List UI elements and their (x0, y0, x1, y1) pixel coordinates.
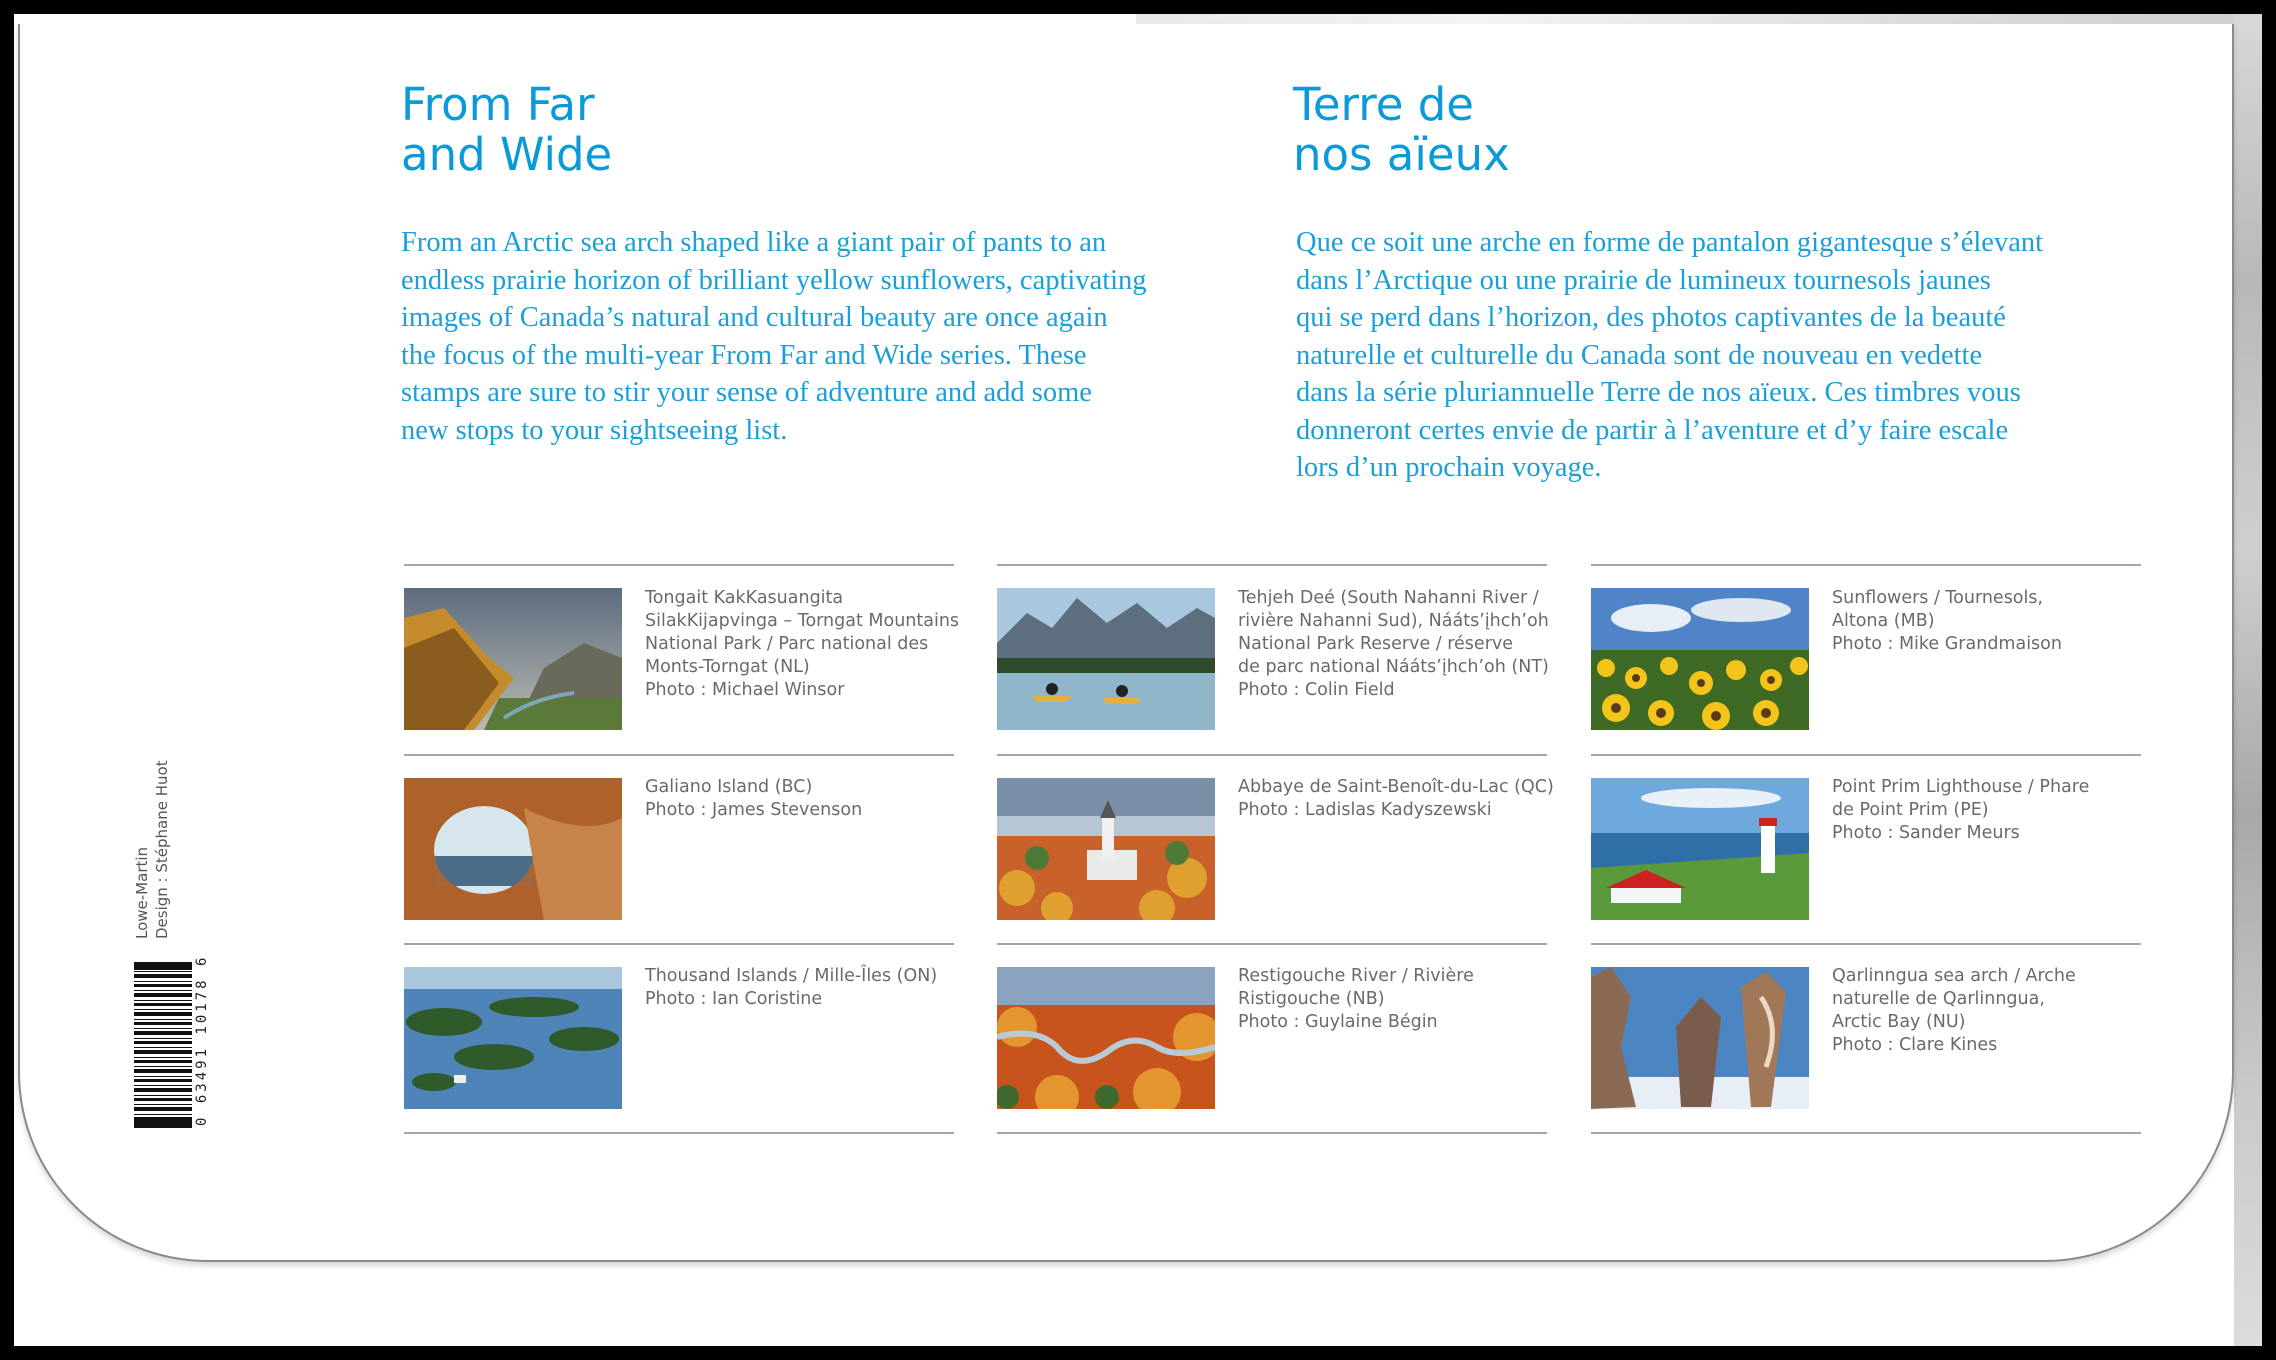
divider-line (404, 1132, 954, 1134)
stamp-caption: Tongait KakKasuangita SilakKijapvinga – Torngat Mountains National Park / Parc national des Monts-Torngat (NL) Photo : Michael Winsor (645, 588, 960, 700)
divider-line (1591, 754, 2141, 756)
divider-line (997, 564, 1547, 566)
stamp-caption: Sunflowers / Tournesols, Altona (MB) Photo : Mike Grandmaison (1832, 588, 2062, 654)
french-paragraph (1296, 224, 2043, 487)
french-line: dans l’Arctique ou une prairie de lumineux tournesols jaunes (1296, 264, 1991, 296)
stamp-caption: Point Prim Lighthouse / Phare de Point Prim (PE) Photo : Sander Meurs (1832, 777, 2090, 843)
divider-line (1591, 564, 2141, 566)
designer-credit: Design : Stéphane Huot (153, 760, 171, 939)
divider-line (1591, 1132, 2141, 1134)
english-title-line1: From Far (401, 78, 595, 131)
barcode (134, 962, 192, 1128)
stamp-photo-nahanni-river (997, 588, 1215, 730)
stamp-photo-qarlinngua-sea-arch (1591, 967, 1809, 1109)
divider-line (404, 943, 954, 945)
french-line: donneront certes envie de partir à l’aventure et d’y faire escale (1296, 414, 2009, 446)
english-line: new stops to your sightseeing list. (401, 414, 788, 446)
stamp-photo-torngat-mountains (404, 588, 622, 730)
english-line: images of Canada’s natural and cultural beauty are once again (401, 302, 1108, 333)
stamp-photo-restigouche-river (997, 967, 1215, 1109)
stamp-photo-sunflowers (1591, 588, 1809, 730)
divider-line (404, 754, 954, 756)
stamp-photo-point-prim-lighthouse (1591, 778, 1809, 920)
stamp-photo-thousand-islands (404, 967, 622, 1109)
divider-line (997, 754, 1547, 756)
stamp-caption: Qarlinngua sea arch / Arche naturelle de Qarlinngua, Arctic Bay (NU) Photo : Clare Kines (1832, 966, 2076, 1055)
divider-line (997, 1132, 1547, 1134)
printer-name: Lowe-Martin (133, 846, 151, 939)
divider-line (997, 943, 1547, 945)
french-line: naturelle et culturelle du Canada sont de nouveau en vedette (1296, 339, 1983, 371)
french-title-line2: nos aïeux (1293, 128, 1510, 181)
divider-line (404, 564, 954, 566)
stamp-caption: Restigouche River / Rivière Ristigouche (NB) Photo : Guylaine Bégin (1238, 966, 1474, 1032)
stamp-photo-galiano-island (404, 778, 622, 920)
french-line: dans la série pluriannuelle Terre de nos aïeux. Ces timbres vous (1296, 377, 2021, 408)
english-line: stamps are sure to stir your sense of adventure and add some (401, 377, 1092, 408)
english-paragraph (401, 224, 1147, 449)
english-title-line2: and Wide (401, 128, 613, 181)
stamp-caption: Tehjeh Deé (South Nahanni River / rivière Nahanni Sud), Náátsʼįhchʼoh National Park Reserve / réserve de parc national Náátsʼįhchʼoh (NT) Photo : Colin Field (1238, 588, 1549, 700)
english-line: the focus of the multi-year From Far and Wide series. These (401, 339, 1087, 371)
stamp-caption: Galiano Island (BC) Photo : James Stevenson (645, 777, 863, 820)
french-title-line1: Terre de (1293, 78, 1474, 131)
french-line: lors d’un prochain voyage. (1296, 452, 1602, 483)
booklet-back (14, 14, 2262, 1346)
divider-line (1591, 943, 2141, 945)
english-line: endless prairie horizon of brilliant yellow sunflowers, captivating (401, 264, 1147, 296)
stamp-photo-abbey (997, 778, 1215, 920)
english-title (401, 80, 612, 180)
english-line: From an Arctic sea arch shaped like a giant pair of pants to an (401, 227, 1107, 258)
barcode-digits: 0 63491 10178 6 (194, 954, 210, 1126)
french-line: Que ce soit une arche en forme de pantalon gigantesque s’élevant (1296, 227, 2044, 258)
stamp-caption: Thousand Islands / Mille-Îles (ON) Photo : Ian Coristine (645, 966, 938, 1009)
stamp-caption: Abbaye de Saint-Benoît-du-Lac (QC) Photo : Ladislas Kadyszewski (1238, 777, 1554, 820)
french-title (1293, 80, 1510, 180)
printer-credits (132, 689, 172, 939)
french-line: qui se perd dans l’horizon, des photos captivantes de la beauté (1296, 302, 2006, 333)
right-photo-strip (2234, 14, 2262, 1346)
